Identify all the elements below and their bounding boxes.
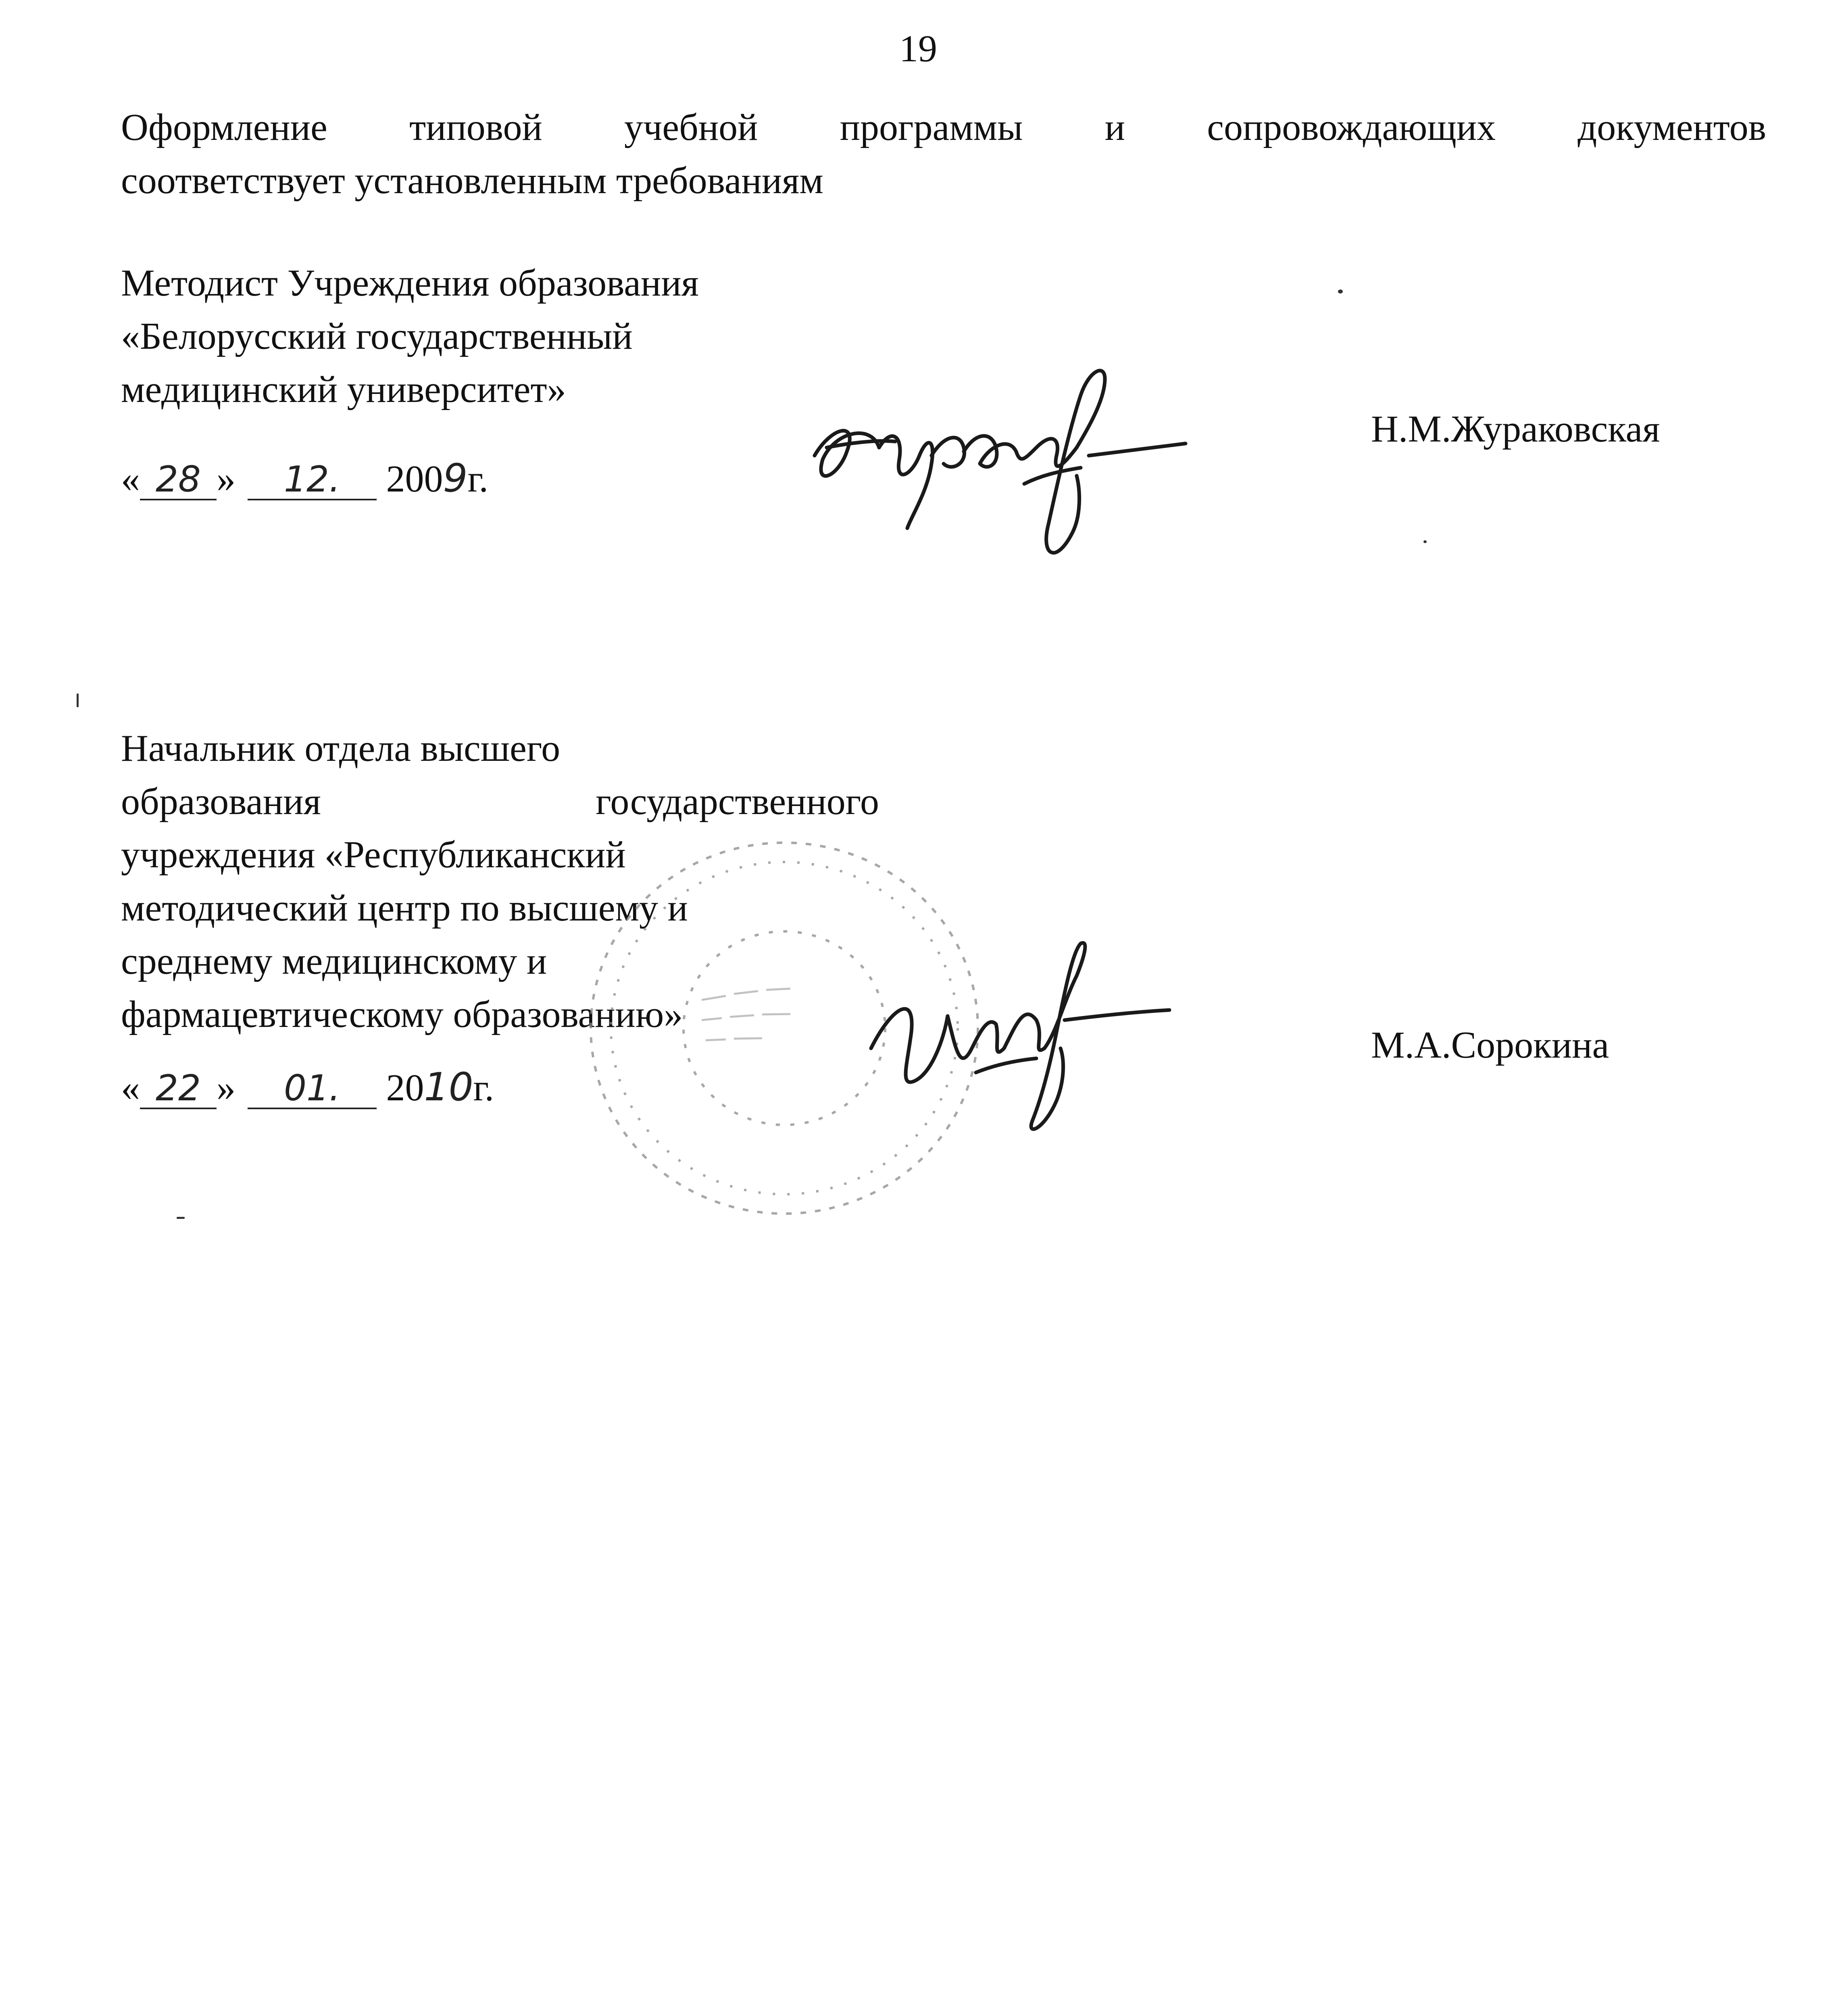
intro-line-2: соответствует установленным требованиям	[121, 160, 823, 202]
signatory-2-line-4: методический центр по высшему и	[121, 887, 688, 929]
intro-paragraph	[121, 101, 1766, 207]
date-year-prefix: 200	[386, 458, 443, 500]
signatory-1-date	[121, 452, 488, 506]
signatory-2-line-6: фармацевтическому образованию»	[121, 993, 683, 1035]
date-open-quote: «	[121, 458, 140, 500]
date-suffix: г.	[467, 458, 489, 500]
date-suffix: г.	[473, 1067, 494, 1109]
date-year-prefix: 20	[386, 1067, 424, 1109]
signature-2	[855, 927, 1218, 1153]
signatory-2-name: М.А.Сорокина	[1371, 1024, 1609, 1066]
signatory-1-line-2: «Белорусский государственный	[121, 315, 633, 357]
signatory-1-name: Н.М.Жураковская	[1371, 408, 1660, 450]
signatory-2-line-5: среднему медицинскому и	[121, 940, 547, 982]
signatory-1-position	[121, 256, 699, 416]
signature-1	[798, 355, 1250, 581]
signatory-2-date	[121, 1061, 494, 1114]
date-month: 12.	[248, 460, 377, 500]
signatory-1-line-1: Методист Учреждения образования	[121, 262, 699, 304]
date-close-quote: »	[217, 458, 235, 500]
date-open-quote: «	[121, 1067, 140, 1109]
signatory-2-line-2: образования государственного	[121, 781, 879, 823]
signatory-2-line-3: учреждения «Республиканский	[121, 834, 626, 876]
date-day: 28	[140, 460, 217, 500]
signatory-2-line-1: Начальник отдела высшего	[121, 727, 561, 769]
date-day: 22	[140, 1069, 217, 1109]
page-number: 19	[899, 28, 937, 70]
intro-line-1: Оформление типовой учебной программы и сопровождающих документов	[121, 106, 1766, 148]
date-year-handwritten: 10	[424, 1064, 473, 1110]
date-month: 01.	[248, 1069, 377, 1109]
signatory-1-line-3: медицинский университет»	[121, 369, 566, 410]
date-close-quote: »	[217, 1067, 235, 1109]
date-year-handwritten: 9	[443, 456, 468, 501]
